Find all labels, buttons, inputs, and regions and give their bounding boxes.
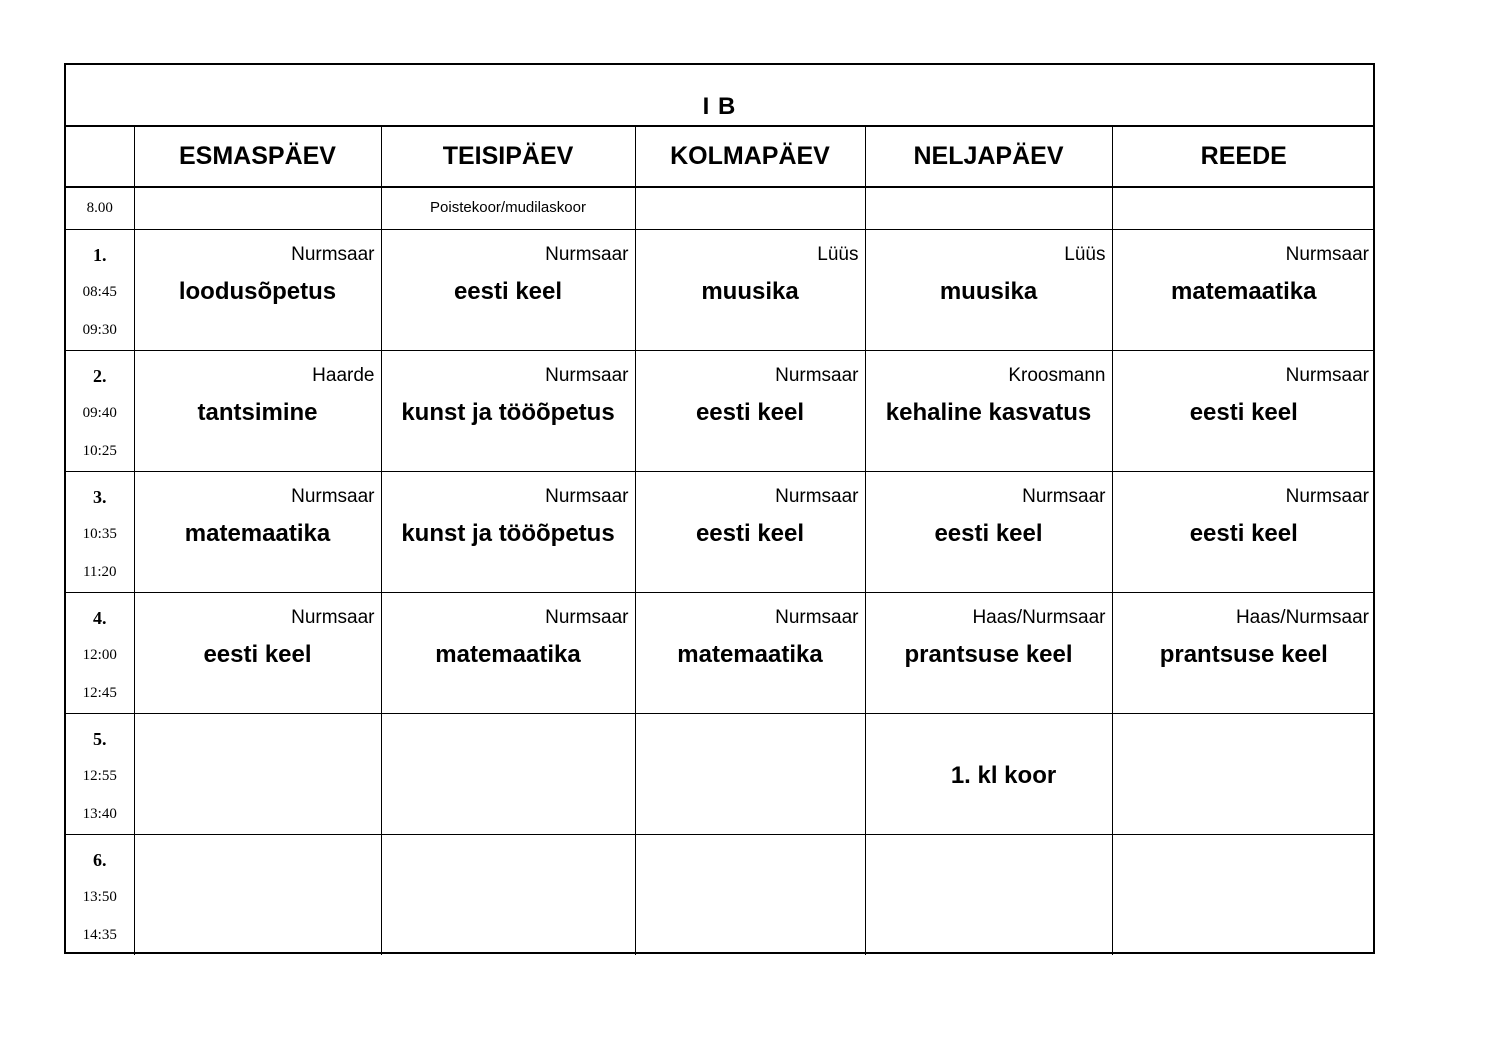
subject-name: eesti keel <box>453 277 563 305</box>
lesson-cell-wed <box>635 834 865 955</box>
lesson-cell-mon <box>134 350 381 471</box>
subject-name: eesti keel <box>1189 519 1298 547</box>
period-cell <box>66 834 134 955</box>
timetable <box>64 63 1375 954</box>
schedule-grid <box>66 126 1375 955</box>
subject-name: eesti keel <box>203 640 312 668</box>
period-cell <box>66 229 134 350</box>
lesson-cell-wed <box>635 229 865 350</box>
teacher-name: Nurmsaar <box>1022 485 1106 507</box>
lesson-cell-thu <box>865 592 1112 713</box>
teacher-name: Nurmsaar <box>291 606 375 628</box>
teacher-name: Haas/Nurmsaar <box>972 606 1106 628</box>
teacher-name: Nurmsaar <box>1285 364 1369 386</box>
day-header-mon: ESMASPÄEV <box>134 126 381 187</box>
teacher-name: Nurmsaar <box>775 606 859 628</box>
subject-name: eesti keel <box>695 519 805 547</box>
lesson-cell-wed <box>635 471 865 592</box>
period-row <box>66 471 1375 592</box>
early-note <box>636 188 865 199</box>
lesson-cell-thu <box>865 713 1112 834</box>
lesson-cell-mon <box>134 229 381 350</box>
period-number: 5. <box>93 728 107 749</box>
period-row <box>66 229 1375 350</box>
early-cell-fri <box>1112 187 1375 229</box>
period-number: 2. <box>93 365 107 386</box>
subject-name: matemaatika <box>1171 277 1317 305</box>
lesson-cell-mon <box>134 713 381 834</box>
lesson-cell-mon <box>134 471 381 592</box>
teacher-name: Lüüs <box>1064 243 1106 265</box>
subject-name: eesti keel <box>1189 398 1298 426</box>
period-start-time: 13:50 <box>82 888 117 905</box>
lesson-cell-thu <box>865 350 1112 471</box>
subject-name: tantsimine <box>197 398 318 426</box>
period-start-time: 10:35 <box>82 525 117 542</box>
lesson-cell-wed <box>635 713 865 834</box>
lesson-cell-fri <box>1112 592 1375 713</box>
early-cell-thu <box>865 187 1112 229</box>
lesson-cell-tue <box>381 229 635 350</box>
teacher-name: Nurmsaar <box>545 243 629 265</box>
day-header-row <box>66 126 1375 187</box>
period-end-time: 13:40 <box>82 805 117 822</box>
title-row <box>66 65 1373 127</box>
period-number: 1. <box>93 244 107 265</box>
subject-name: prantsuse keel <box>1159 640 1328 668</box>
period-cell <box>66 350 134 471</box>
subject-name: eesti keel <box>695 398 805 426</box>
corner-cell <box>66 126 134 187</box>
lesson-cell-fri <box>1112 471 1375 592</box>
period-start-time: 12:00 <box>82 646 117 663</box>
teacher-name: Lüüs <box>817 243 859 265</box>
early-cell-wed <box>635 187 865 229</box>
lesson-cell-wed <box>635 350 865 471</box>
lesson-cell-tue <box>381 471 635 592</box>
period-start-time: 08:45 <box>82 283 117 300</box>
lesson-cell-mon <box>134 834 381 955</box>
period-cell <box>66 713 134 834</box>
lesson-cell-thu <box>865 471 1112 592</box>
early-row <box>66 187 1375 229</box>
day-header-thu: NELJAPÄEV <box>865 126 1112 187</box>
subject-name: kunst ja tööõpetus <box>401 519 615 547</box>
early-time-cell <box>66 187 134 229</box>
period-end-time: 11:20 <box>82 563 117 580</box>
teacher-name: Nurmsaar <box>775 364 859 386</box>
subject-name: kehaline kasvatus <box>885 398 1092 426</box>
day-header-tue: TEISIPÄEV <box>381 126 635 187</box>
lesson-cell-thu <box>865 229 1112 350</box>
subject-name: muusika <box>939 277 1038 305</box>
early-cell-mon <box>134 187 381 229</box>
subject-name: loodusõpetus <box>178 277 337 305</box>
subject-name: kunst ja tööõpetus <box>401 398 615 426</box>
period-end-time: 09:30 <box>82 321 117 338</box>
day-header-wed: KOLMAPÄEV <box>635 126 865 187</box>
teacher-name: Nurmsaar <box>1285 243 1369 265</box>
early-time: 8.00 <box>86 200 113 216</box>
period-start-time: 09:40 <box>82 404 117 421</box>
teacher-name: Nurmsaar <box>1285 485 1369 507</box>
period-row <box>66 350 1375 471</box>
teacher-name: Nurmsaar <box>775 485 859 507</box>
period-end-time: 14:35 <box>82 926 117 943</box>
subject-name: matemaatika <box>184 519 331 547</box>
period-end-time: 10:25 <box>82 442 117 459</box>
early-cell-tue <box>381 187 635 229</box>
period-start-time: 12:55 <box>82 767 117 784</box>
day-header-fri: REEDE <box>1112 126 1375 187</box>
period-number: 6. <box>93 849 107 870</box>
period-row <box>66 834 1375 955</box>
period-number: 3. <box>93 486 107 507</box>
teacher-name: Nurmsaar <box>545 485 629 507</box>
lesson-cell-tue <box>381 592 635 713</box>
period-row <box>66 592 1375 713</box>
teacher-name: Nurmsaar <box>545 364 629 386</box>
lesson-cell-tue <box>381 713 635 834</box>
lesson-cell-fri <box>1112 834 1375 955</box>
period-row <box>66 713 1375 834</box>
teacher-name: Nurmsaar <box>291 485 375 507</box>
subject-name: matemaatika <box>677 640 823 668</box>
subject-name: eesti keel <box>934 519 1043 547</box>
teacher-name: Nurmsaar <box>291 243 375 265</box>
subject-name: matemaatika <box>435 640 581 668</box>
period-end-time: 12:45 <box>82 684 117 701</box>
lesson-cell-tue <box>381 834 635 955</box>
period-cell <box>66 471 134 592</box>
early-note <box>866 188 1112 199</box>
subject-name: prantsuse keel <box>904 640 1073 668</box>
lesson-cell-fri <box>1112 229 1375 350</box>
lesson-cell-mon <box>134 592 381 713</box>
lesson-cell-thu <box>865 834 1112 955</box>
lesson-cell-fri <box>1112 713 1375 834</box>
class-title: I B <box>702 93 737 120</box>
subject-name: muusika <box>701 277 799 305</box>
lesson-cell-fri <box>1112 350 1375 471</box>
teacher-name: Kroosmann <box>1008 364 1106 386</box>
early-note <box>1113 188 1376 199</box>
period-cell <box>66 592 134 713</box>
period-number: 4. <box>93 607 107 628</box>
teacher-name: Haarde <box>312 364 375 386</box>
subject-name: 1. kl koor <box>950 761 1057 789</box>
early-note: Poistekoor/mudilaskoor <box>430 199 586 216</box>
lesson-cell-tue <box>381 350 635 471</box>
early-note <box>135 188 381 199</box>
lesson-cell-wed <box>635 592 865 713</box>
teacher-name: Haas/Nurmsaar <box>1235 606 1369 628</box>
teacher-name: Nurmsaar <box>545 606 629 628</box>
